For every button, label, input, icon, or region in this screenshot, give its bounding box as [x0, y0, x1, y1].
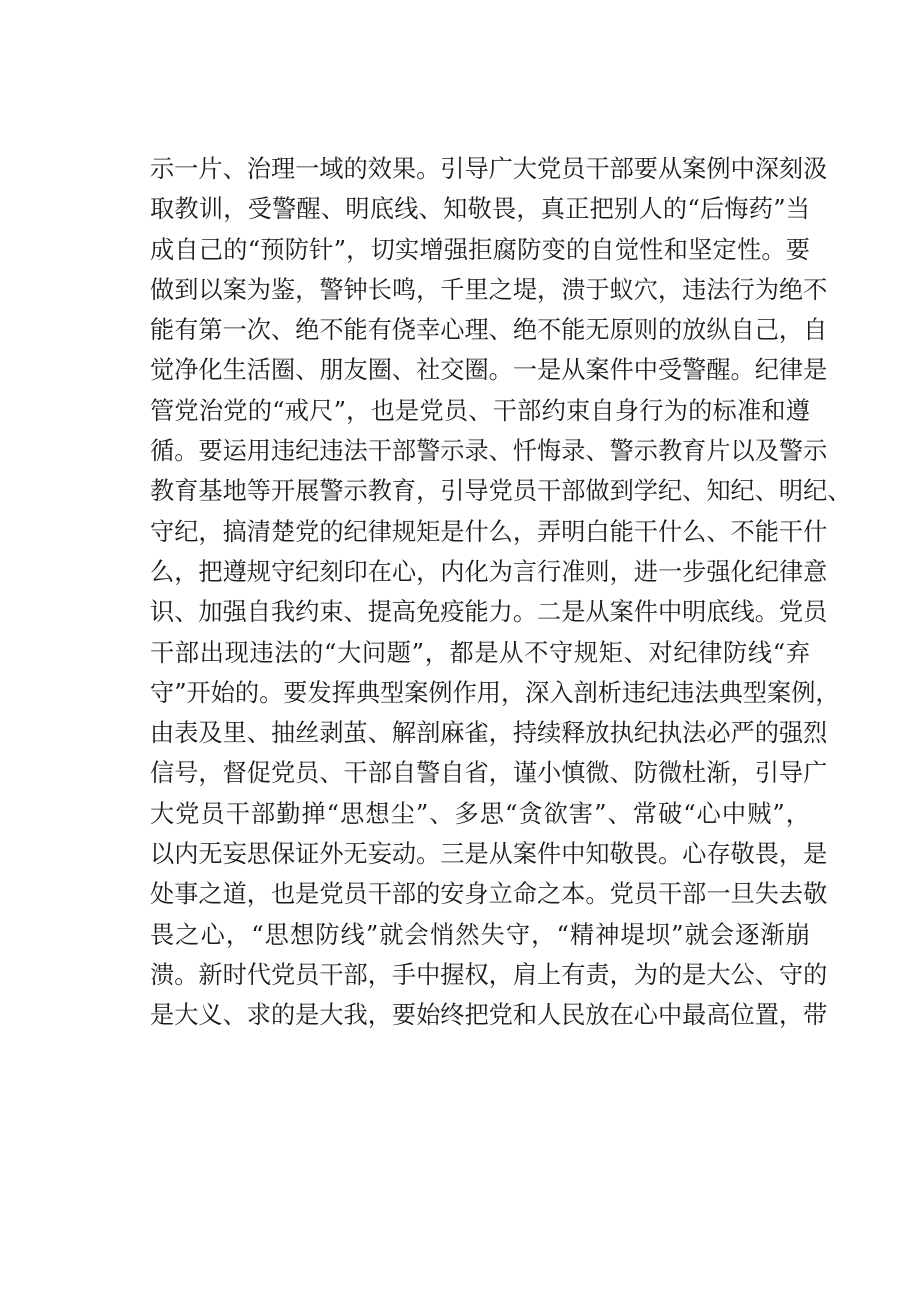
- text-line: 畏之心，“思想防线”就会悄然失守，“精神堤坝”就会逐渐崩: [150, 920, 810, 949]
- body-paragraph: [150, 149, 852, 1036]
- text-line: 溃。新时代党员干部，手中握权，肩上有责，为的是大公、守的: [150, 960, 828, 989]
- text-line: 由表及里、抽丝剥茧、解剖麻雀，持续释放执纪执法必严的强烈: [150, 719, 828, 748]
- text-line: 干部出现违法的“大问题”，都是从不守规矩、对纪律防线“弃: [150, 638, 810, 667]
- text-line: 么，把遵规守纪刻印在心，内化为言行准则，进一步强化纪律意: [150, 557, 828, 586]
- text-line: 觉净化生活圈、朋友圈、社交圈。一是从案件中受警醒。纪律是: [150, 356, 828, 385]
- text-line: 教育基地等开展警示教育，引导党员干部做到学纪、知纪、明纪、: [150, 477, 852, 506]
- text-line: 处事之道，也是党员干部的安身立命之本。党员干部一旦失去敬: [150, 880, 828, 909]
- text-line: 大党员干部勤掸“思想尘”、多思“贪欲害”、常破“心中贼”，: [150, 799, 810, 828]
- text-line: 以内无妄思保证外无妄动。三是从案件中知敬畏。心存敬畏，是: [150, 840, 828, 869]
- text-line: 守”开始的。要发挥典型案例作用，深入剖析违纪违法典型案例，: [150, 678, 840, 707]
- text-line: 识、加强自我约束、提高免疫能力。二是从案件中明底线。党员: [150, 598, 828, 627]
- text-line: 成自己的“预防针”，切实增强拒腐防变的自觉性和坚定性。要: [150, 235, 810, 264]
- text-line: 是大义、求的是大我，要始终把党和人民放在心中最高位置，带: [150, 1001, 828, 1030]
- text-line: 守纪，搞清楚党的纪律规矩是什么，弄明白能干什么、不能干什: [150, 517, 828, 546]
- text-line: 管党治党的“戒尺”，也是党员、干部约束自身行为的标准和遵: [150, 396, 810, 425]
- text-line: 信号，督促党员、干部自警自省，谨小慎微、防微杜渐，引导广: [150, 759, 828, 788]
- text-line: 做到以案为鉴，警钟长鸣，千里之堤，溃于蚁穴，违法行为绝不: [150, 275, 828, 304]
- text-line: 循。要运用违纪违法干部警示录、忏悔录、警示教育片以及警示: [150, 437, 828, 466]
- text-line: 能有第一次、绝不能有侥幸心理、绝不能无原则的放纵自己，自: [150, 316, 828, 345]
- text-line: 示一片、治理一域的效果。引导广大党员干部要从案例中深刻汲: [150, 155, 828, 183]
- text-line: 取教训，受警醒、明底线、知敬畏，真正把别人的“后悔药”当: [150, 195, 810, 224]
